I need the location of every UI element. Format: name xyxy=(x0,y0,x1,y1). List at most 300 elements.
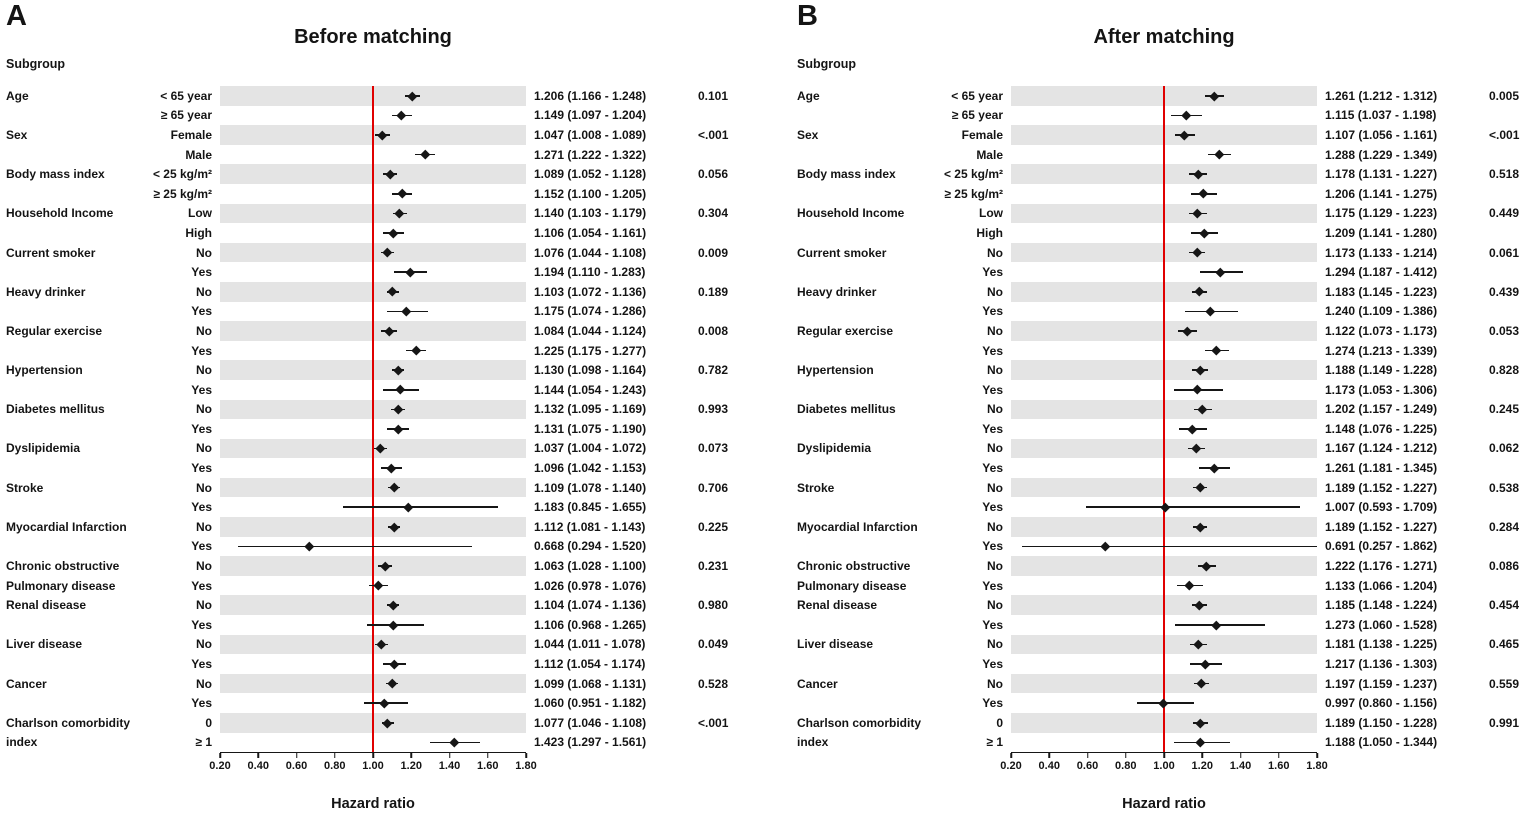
estimate-ci-text: 1.271 (1.222 - 1.322) xyxy=(534,147,647,162)
plot-cell xyxy=(220,341,526,361)
p-value-text: 0.189 xyxy=(698,284,729,299)
estimate-ci-text: 1.106 (1.054 - 1.161) xyxy=(534,225,647,240)
subgroup-label: Renal disease xyxy=(797,598,878,613)
hazard-ratio-marker xyxy=(397,189,406,198)
hazard-ratio-marker xyxy=(1195,601,1204,610)
subgroup-label: Hypertension xyxy=(797,363,874,378)
estimate-ci-text: 1.131 (1.075 - 1.190) xyxy=(534,421,647,436)
plot-cell xyxy=(1011,282,1317,302)
p-value-text: <.001 xyxy=(698,715,729,730)
forest-row xyxy=(791,204,1535,224)
level-label: Yes xyxy=(982,539,1003,554)
estimate-ci-text: 1.261 (1.181 - 1.345) xyxy=(1325,461,1438,476)
hazard-ratio-marker xyxy=(393,365,402,374)
subgroup-label: Renal disease xyxy=(6,598,87,613)
plot-cell xyxy=(1011,635,1317,655)
plot-cell xyxy=(220,125,526,145)
x-axis-tick xyxy=(1087,753,1089,758)
plot-cell xyxy=(220,380,526,400)
estimate-ci-text: 1.132 (1.095 - 1.169) xyxy=(534,402,647,417)
forest-rows-container xyxy=(791,86,1535,752)
forest-row xyxy=(791,164,1535,184)
forest-row xyxy=(0,164,744,184)
level-label: Yes xyxy=(191,461,212,476)
forest-row xyxy=(0,360,744,380)
hazard-ratio-marker xyxy=(1195,365,1204,374)
level-label: No xyxy=(987,676,1003,691)
forest-row xyxy=(0,537,744,557)
estimate-ci-text: 1.099 (1.068 - 1.131) xyxy=(534,676,647,691)
estimate-ci-text: 1.173 (1.053 - 1.306) xyxy=(1325,382,1438,397)
p-value-text: 0.449 xyxy=(1489,206,1520,221)
plot-cell xyxy=(220,106,526,126)
level-label: No xyxy=(196,284,212,299)
x-axis-tick-label: 1.40 xyxy=(438,760,461,773)
subgroup-label: Body mass index xyxy=(6,167,105,182)
hazard-ratio-marker xyxy=(394,405,403,414)
forest-row xyxy=(791,537,1535,557)
estimate-ci-text: 1.112 (1.054 - 1.174) xyxy=(534,657,646,672)
panel-letter: A xyxy=(6,0,28,32)
hazard-ratio-marker xyxy=(383,718,392,727)
level-label: Yes xyxy=(982,343,1003,358)
level-label: No xyxy=(196,245,212,260)
subgroup-label: Heavy drinker xyxy=(797,284,877,299)
hazard-ratio-marker xyxy=(1161,503,1170,512)
subgroup-label: Hypertension xyxy=(6,363,83,378)
forest-row xyxy=(791,556,1535,576)
x-axis-tick xyxy=(334,753,336,758)
level-label: Female xyxy=(961,127,1003,142)
hazard-ratio-marker xyxy=(393,424,402,433)
forest-row xyxy=(791,713,1535,733)
x-axis-tick-label: 1.20 xyxy=(1191,760,1213,773)
level-label: No xyxy=(987,402,1003,417)
level-label: ≥ 25 kg/m² xyxy=(944,186,1003,201)
estimate-ci-text: 1.167 (1.124 - 1.212) xyxy=(1325,441,1438,456)
level-label: Male xyxy=(976,147,1003,162)
hazard-ratio-marker xyxy=(1197,679,1206,688)
plot-cell xyxy=(1011,106,1317,126)
confidence-interval-line xyxy=(1086,506,1299,508)
subgroup-label: Diabetes mellitus xyxy=(797,402,896,417)
p-value-text: 0.049 xyxy=(698,637,729,652)
hazard-ratio-marker xyxy=(390,522,399,531)
subgroup-label: Pulmonary disease xyxy=(797,578,907,593)
plot-cell xyxy=(220,635,526,655)
plot-cell xyxy=(220,497,526,517)
p-value-text: 0.706 xyxy=(698,480,729,495)
p-value-text: <.001 xyxy=(698,127,729,142)
forest-row xyxy=(791,654,1535,674)
estimate-ci-text: 1.294 (1.187 - 1.412) xyxy=(1325,265,1438,280)
x-axis-tick xyxy=(525,753,527,758)
subgroup-label: Myocardial Infarction xyxy=(797,519,918,534)
hazard-ratio-marker xyxy=(389,620,398,629)
estimate-ci-text: 1.261 (1.212 - 1.312) xyxy=(1325,88,1438,103)
x-axis-tick-label: 0.60 xyxy=(285,760,308,773)
forest-row xyxy=(791,458,1535,478)
plot-cell xyxy=(1011,184,1317,204)
plot-cell xyxy=(1011,243,1317,263)
estimate-ci-text: 1.240 (1.109 - 1.386) xyxy=(1325,304,1438,319)
level-label: No xyxy=(196,637,212,652)
forest-row xyxy=(0,635,744,655)
hazard-ratio-marker xyxy=(1159,699,1168,708)
plot-cell xyxy=(1011,145,1317,165)
hazard-ratio-marker xyxy=(1192,385,1201,394)
p-value-text: 0.245 xyxy=(1489,402,1520,417)
estimate-ci-text: 1.096 (1.042 - 1.153) xyxy=(534,461,647,476)
hazard-ratio-marker xyxy=(1195,522,1204,531)
level-label: No xyxy=(196,598,212,613)
hazard-ratio-marker xyxy=(402,307,411,316)
estimate-ci-text: 1.189 (1.152 - 1.227) xyxy=(1325,480,1438,495)
hazard-ratio-marker xyxy=(1195,718,1204,727)
level-label: No xyxy=(987,441,1003,456)
subgroup-label: Regular exercise xyxy=(6,323,103,338)
confidence-interval-line xyxy=(1022,546,1317,548)
hazard-ratio-marker xyxy=(387,679,396,688)
level-label: Yes xyxy=(982,578,1003,593)
forest-row xyxy=(791,184,1535,204)
estimate-ci-text: 1.288 (1.229 - 1.349) xyxy=(1325,147,1438,162)
hazard-ratio-marker xyxy=(1194,287,1203,296)
forest-row xyxy=(791,595,1535,615)
estimate-ci-text: 1.149 (1.097 - 1.204) xyxy=(534,108,647,123)
estimate-ci-text: 1.133 (1.066 - 1.204) xyxy=(1325,578,1438,593)
forest-row xyxy=(0,458,744,478)
subgroup-label: Regular exercise xyxy=(797,323,894,338)
p-value-text: <.001 xyxy=(1489,127,1520,142)
forest-row xyxy=(791,223,1535,243)
plot-cell xyxy=(1011,125,1317,145)
hazard-ratio-marker xyxy=(408,91,417,100)
level-label: < 25 kg/m² xyxy=(943,167,1003,182)
forest-row xyxy=(0,595,744,615)
hazard-ratio-marker xyxy=(383,248,392,257)
subgroup-label: Myocardial Infarction xyxy=(6,519,127,534)
forest-row xyxy=(0,262,744,282)
subgroup-label: Cancer xyxy=(6,676,47,691)
x-axis-tick-label: 0.20 xyxy=(209,760,231,773)
forest-row xyxy=(791,497,1535,517)
hazard-ratio-marker xyxy=(1191,444,1200,453)
p-value-text: 0.086 xyxy=(1489,559,1520,574)
level-label: ≥ 65 year xyxy=(951,108,1003,123)
forest-row xyxy=(791,125,1535,145)
estimate-ci-text: 1.060 (0.951 - 1.182) xyxy=(534,696,647,711)
p-value-text: 0.053 xyxy=(1489,323,1520,338)
hazard-ratio-marker xyxy=(375,444,384,453)
plot-cell xyxy=(220,145,526,165)
x-axis-tick xyxy=(1049,753,1051,758)
level-label: No xyxy=(987,480,1003,495)
forest-row xyxy=(0,106,744,126)
forest-row xyxy=(0,478,744,498)
p-value-text: 0.304 xyxy=(698,206,729,221)
hazard-ratio-marker xyxy=(1183,326,1192,335)
x-axis-tick-label: 1.60 xyxy=(477,760,499,773)
level-label: Yes xyxy=(982,421,1003,436)
level-label: No xyxy=(987,598,1003,613)
level-label: ≥ 65 year xyxy=(160,108,212,123)
plot-cell xyxy=(220,360,526,380)
plot-cell xyxy=(220,86,526,106)
level-label: No xyxy=(196,480,212,495)
plot-cell xyxy=(220,262,526,282)
estimate-ci-text: 1.130 (1.098 - 1.164) xyxy=(534,363,647,378)
level-label: 0 xyxy=(205,715,212,730)
level-label: Yes xyxy=(191,539,212,554)
estimate-ci-text: 1.063 (1.028 - 1.100) xyxy=(534,559,647,574)
x-axis-title: Hazard ratio xyxy=(1122,796,1206,813)
x-axis-tick xyxy=(449,753,451,758)
hazard-ratio-marker xyxy=(380,699,389,708)
p-value-text: 0.062 xyxy=(1489,441,1520,456)
estimate-ci-text: 1.109 (1.078 - 1.140) xyxy=(534,480,647,495)
estimate-ci-text: 1.037 (1.004 - 1.072) xyxy=(534,441,647,456)
p-value-text: 0.101 xyxy=(698,88,729,103)
plot-cell xyxy=(220,321,526,341)
level-label: Male xyxy=(185,147,212,162)
forest-row xyxy=(791,517,1535,537)
plot-cell xyxy=(220,556,526,576)
x-axis-tick-label: 0.80 xyxy=(1115,760,1137,773)
level-label: No xyxy=(987,519,1003,534)
x-axis-tick xyxy=(219,753,221,758)
forest-row xyxy=(791,106,1535,126)
plot-cell xyxy=(1011,733,1317,753)
estimate-ci-text: 1.140 (1.103 - 1.179) xyxy=(534,206,647,221)
hazard-ratio-marker xyxy=(1181,111,1190,120)
plot-cell xyxy=(220,302,526,322)
plot-cell xyxy=(1011,262,1317,282)
estimate-ci-text: 1.104 (1.074 - 1.136) xyxy=(534,598,647,613)
plot-cell xyxy=(1011,458,1317,478)
forest-row xyxy=(0,302,744,322)
hazard-ratio-marker xyxy=(405,267,414,276)
hazard-ratio-marker xyxy=(449,738,458,747)
plot-cell xyxy=(220,517,526,537)
forest-row xyxy=(0,184,744,204)
p-value-text: 0.231 xyxy=(698,559,729,574)
hazard-ratio-marker xyxy=(1193,209,1202,218)
p-value-text: 0.061 xyxy=(1489,245,1520,260)
level-label: No xyxy=(987,284,1003,299)
p-value-text: 0.454 xyxy=(1489,598,1520,613)
panel-letter: B xyxy=(797,0,819,32)
subgroup-label: Sex xyxy=(6,127,28,142)
plot-cell xyxy=(1011,693,1317,713)
subgroup-label: Stroke xyxy=(797,480,835,495)
hazard-ratio-marker xyxy=(420,150,429,159)
estimate-ci-text: 1.183 (0.845 - 1.655) xyxy=(534,500,647,515)
hazard-ratio-marker xyxy=(397,111,406,120)
estimate-ci-text: 1.206 (1.166 - 1.248) xyxy=(534,88,647,103)
level-label: No xyxy=(196,559,212,574)
subgroup-label: Chronic obstructive xyxy=(6,559,120,574)
x-axis-tick xyxy=(1163,753,1165,758)
plot-cell xyxy=(220,478,526,498)
level-label: No xyxy=(196,441,212,456)
level-label: Yes xyxy=(191,265,212,280)
level-label: Yes xyxy=(191,421,212,436)
forest-row xyxy=(791,733,1535,753)
level-label: Yes xyxy=(982,382,1003,397)
plot-cell xyxy=(220,693,526,713)
estimate-ci-text: 1.197 (1.159 - 1.237) xyxy=(1325,676,1438,691)
level-label: High xyxy=(976,225,1003,240)
estimate-ci-text: 1.189 (1.150 - 1.228) xyxy=(1325,715,1438,730)
plot-cell xyxy=(1011,321,1317,341)
level-label: No xyxy=(196,363,212,378)
p-value-text: 0.559 xyxy=(1489,676,1520,691)
subgroup-label: Dyslipidemia xyxy=(6,441,81,456)
hazard-ratio-marker xyxy=(385,170,394,179)
forest-row xyxy=(0,86,744,106)
x-axis-tick xyxy=(1316,753,1318,758)
level-label: Female xyxy=(170,127,212,142)
estimate-ci-text: 1.076 (1.044 - 1.108) xyxy=(534,245,647,260)
level-label: No xyxy=(987,559,1003,574)
subgroup-column-header: Subgroup xyxy=(6,57,66,71)
estimate-ci-text: 1.222 (1.176 - 1.271) xyxy=(1325,559,1438,574)
subgroup-label: Age xyxy=(797,88,820,103)
estimate-ci-text: 1.188 (1.149 - 1.228) xyxy=(1325,363,1438,378)
hazard-ratio-marker xyxy=(387,463,396,472)
level-label: Yes xyxy=(982,696,1003,711)
panel-title: Before matching xyxy=(294,26,452,48)
estimate-ci-text: 1.194 (1.110 - 1.283) xyxy=(534,265,646,280)
level-label: No xyxy=(987,323,1003,338)
hazard-ratio-marker xyxy=(1199,189,1208,198)
plot-cell xyxy=(220,458,526,478)
estimate-ci-text: 1.122 (1.073 - 1.173) xyxy=(1325,323,1438,338)
plot-cell xyxy=(220,733,526,753)
forest-row xyxy=(0,615,744,635)
hazard-ratio-marker xyxy=(1180,130,1189,139)
p-value-text: 0.528 xyxy=(698,676,729,691)
x-axis-tick-label: 0.60 xyxy=(1076,760,1099,773)
estimate-ci-text: 1.183 (1.145 - 1.223) xyxy=(1325,284,1438,299)
hazard-ratio-marker xyxy=(395,209,404,218)
level-label: Yes xyxy=(191,657,212,672)
estimate-ci-text: 1.189 (1.152 - 1.227) xyxy=(1325,519,1438,534)
estimate-ci-text: 1.209 (1.141 - 1.280) xyxy=(1325,225,1438,240)
hazard-ratio-marker xyxy=(388,287,397,296)
plot-cell xyxy=(1011,654,1317,674)
hazard-ratio-marker xyxy=(1199,228,1208,237)
estimate-ci-text: 1.047 (1.008 - 1.089) xyxy=(534,127,647,142)
hazard-ratio-marker xyxy=(1194,640,1203,649)
subgroup-label: Body mass index xyxy=(797,167,896,182)
estimate-ci-text: 1.175 (1.129 - 1.223) xyxy=(1325,206,1438,221)
plot-cell xyxy=(1011,497,1317,517)
p-value-text: 0.980 xyxy=(698,598,729,613)
plot-cell xyxy=(220,164,526,184)
forest-row xyxy=(0,517,744,537)
hazard-ratio-marker xyxy=(1192,248,1201,257)
forest-row xyxy=(0,576,744,596)
p-value-text: 0.538 xyxy=(1489,480,1520,495)
level-label: Yes xyxy=(191,578,212,593)
forest-row xyxy=(791,693,1535,713)
p-value-text: 0.225 xyxy=(698,519,729,534)
x-axis xyxy=(209,752,537,776)
hazard-ratio-marker xyxy=(1209,463,1218,472)
plot-cell xyxy=(1011,556,1317,576)
subgroup-label: Chronic obstructive xyxy=(797,559,911,574)
plot-cell xyxy=(1011,360,1317,380)
subgroup-label: Heavy drinker xyxy=(6,284,86,299)
estimate-ci-text: 1.181 (1.138 - 1.225) xyxy=(1325,637,1438,652)
forest-row xyxy=(791,262,1535,282)
x-axis-tick-label: 0.80 xyxy=(324,760,346,773)
level-label: < 25 kg/m² xyxy=(152,167,212,182)
level-label: Yes xyxy=(982,617,1003,632)
estimate-ci-text: 1.423 (1.297 - 1.561) xyxy=(534,735,647,750)
plot-cell xyxy=(1011,674,1317,694)
hazard-ratio-marker xyxy=(380,561,389,570)
forest-row xyxy=(791,674,1535,694)
level-label: Low xyxy=(979,206,1003,221)
hazard-ratio-marker xyxy=(1216,267,1225,276)
forest-row xyxy=(0,654,744,674)
plot-cell xyxy=(220,615,526,635)
forest-row xyxy=(0,674,744,694)
x-axis-tick-label: 1.60 xyxy=(1268,760,1290,773)
forest-row xyxy=(0,125,744,145)
plot-cell xyxy=(220,282,526,302)
level-label: Yes xyxy=(982,500,1003,515)
forest-row xyxy=(791,145,1535,165)
estimate-ci-text: 1.084 (1.044 - 1.124) xyxy=(534,323,647,338)
p-value-text: 0.828 xyxy=(1489,363,1520,378)
x-axis-tick xyxy=(296,753,298,758)
subgroup-label: index xyxy=(6,735,38,750)
forest-row xyxy=(791,478,1535,498)
hazard-ratio-marker xyxy=(389,483,398,492)
subgroup-label: Pulmonary disease xyxy=(6,578,116,593)
subgroup-label: Diabetes mellitus xyxy=(6,402,105,417)
subgroup-label: Cancer xyxy=(797,676,838,691)
estimate-ci-text: 0.691 (0.257 - 1.862) xyxy=(1325,539,1438,554)
level-label: < 65 year xyxy=(160,88,212,103)
level-label: No xyxy=(987,363,1003,378)
estimate-ci-text: 1.274 (1.213 - 1.339) xyxy=(1325,343,1438,358)
plot-cell xyxy=(1011,419,1317,439)
subgroup-label: Liver disease xyxy=(797,637,874,652)
x-axis-tick xyxy=(411,753,413,758)
estimate-ci-text: 1.206 (1.141 - 1.275) xyxy=(1325,186,1438,201)
p-value-text: 0.465 xyxy=(1489,637,1520,652)
forest-row xyxy=(0,713,744,733)
subgroup-label: Sex xyxy=(797,127,819,142)
hazard-ratio-marker xyxy=(411,346,420,355)
panel-title: After matching xyxy=(1093,26,1235,48)
plot-cell xyxy=(220,674,526,694)
plot-cell xyxy=(220,576,526,596)
plot-cell xyxy=(1011,517,1317,537)
forest-row xyxy=(0,223,744,243)
x-axis-tick-label: 0.20 xyxy=(1000,760,1022,773)
plot-cell xyxy=(1011,439,1317,459)
estimate-ci-text: 1.225 (1.175 - 1.277) xyxy=(534,343,647,358)
plot-cell xyxy=(220,419,526,439)
hazard-ratio-marker xyxy=(1185,581,1194,590)
x-axis-tick xyxy=(372,753,374,758)
